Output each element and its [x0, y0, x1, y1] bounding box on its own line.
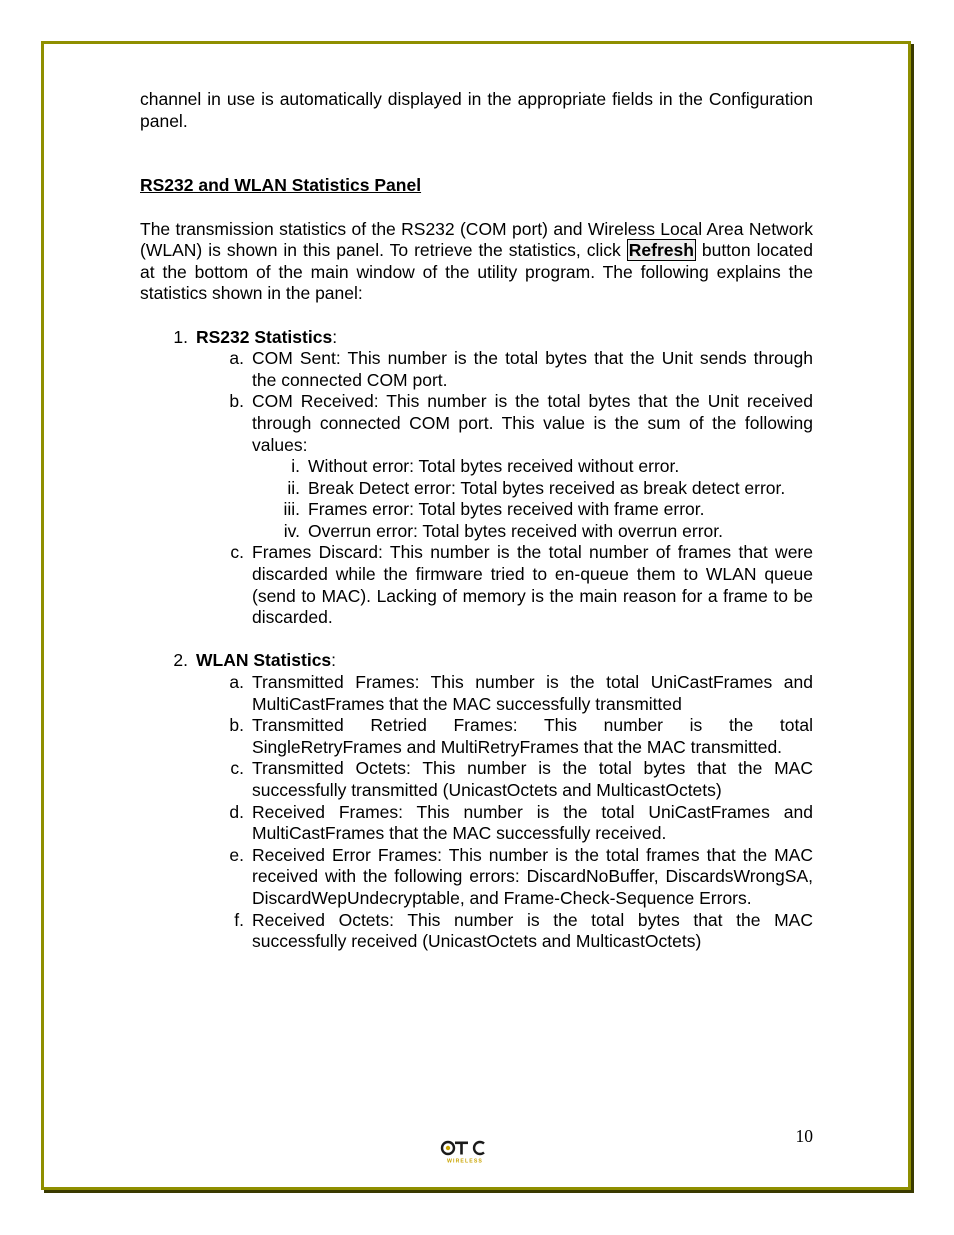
list-item: f. Received Octets: This number is the total bytes that the MAC successfully received (UnicastOctets and MulticastOctets) [234, 909, 813, 952]
list-item: c. Frames Discard: This number is the total number of frames that were discarded while the firmware tried to en-queue them to WLAN queue (send to MAC). Lacking of memory is the main reason for a frame to be discarded. [230, 542, 813, 628]
section-heading: RS232 and WLAN Statistics Panel [140, 175, 422, 196]
sub-list-item: i. Without error: Total bytes received without error. [291, 456, 680, 477]
list-item: e. Received Error Frames: This number is the total frames that the MAC received with the following errors: DiscardNoBuffer, DiscardsWrongSA, DiscardWepUndecryptable, and Frame-Check-Sequence Errors. [229, 844, 813, 908]
list-item-rs232: 1. RS232 Statistics: [140, 327, 813, 349]
list-item: c. Transmitted Octets: This number is the total bytes that the MAC successfully transmitted (UnicastOctets and MulticastOctets) [230, 758, 813, 800]
list-item: b. COM Received: This number is the total bytes that the Unit received through connected COM port. This value is the sum of the following values: [229, 391, 813, 455]
logo-subtitle: WIRELESS [447, 1158, 483, 1165]
page-number: 10 [795, 1126, 813, 1146]
list-item-wlan: 2. WLAN Statistics: [140, 650, 813, 672]
para-before: The transmission statistics of the RS232 (COM port) and Wireless Local Area Network (WLAN) is shown in this panel. To retrieve the statistics, click [140, 218, 813, 261]
list-number: 1. [173, 326, 188, 347]
sub-list-item: iii. Frames error: Total bytes received with frame error. [283, 499, 705, 520]
list-title: RS232 Statistics [196, 326, 333, 347]
otc-wireless-logo [440, 1139, 490, 1165]
sub-list-item: iv. Overrun error: Total bytes received with overrun error. [283, 520, 723, 541]
list-item: b. Transmitted Retried Frames: This number is the total SingleRetryFrames and MultiRetryFrames that the MAC transmitted. [229, 715, 813, 757]
refresh-button-label: Refresh [628, 240, 694, 261]
list-number: 2. [173, 650, 188, 671]
list-item: d. Received Frames: This number is the total UniCastFrames and MultiCastFrames that the MAC successfully received. [229, 801, 813, 844]
list-item: a. Transmitted Frames: This number is the total UniCastFrames and MultiCastFrames that the MAC successfully transmitted [229, 672, 813, 714]
list-item: a. COM Sent: This number is the total bytes that the Unit sends through the connected COM port. [229, 348, 813, 390]
document-body [140, 89, 813, 953]
sub-list-item: ii. Break Detect error: Total bytes received as break detect error. [287, 477, 786, 498]
description-paragraph [140, 219, 813, 305]
list-title: WLAN Statistics [196, 650, 332, 671]
intro-paragraph: channel in use is automatically displayed in the appropriate fields in the Configuration panel. [140, 89, 813, 131]
para-after: button located at the bottom of the main window of the utility program. The following explains the statistics shown in the panel: [140, 240, 813, 304]
